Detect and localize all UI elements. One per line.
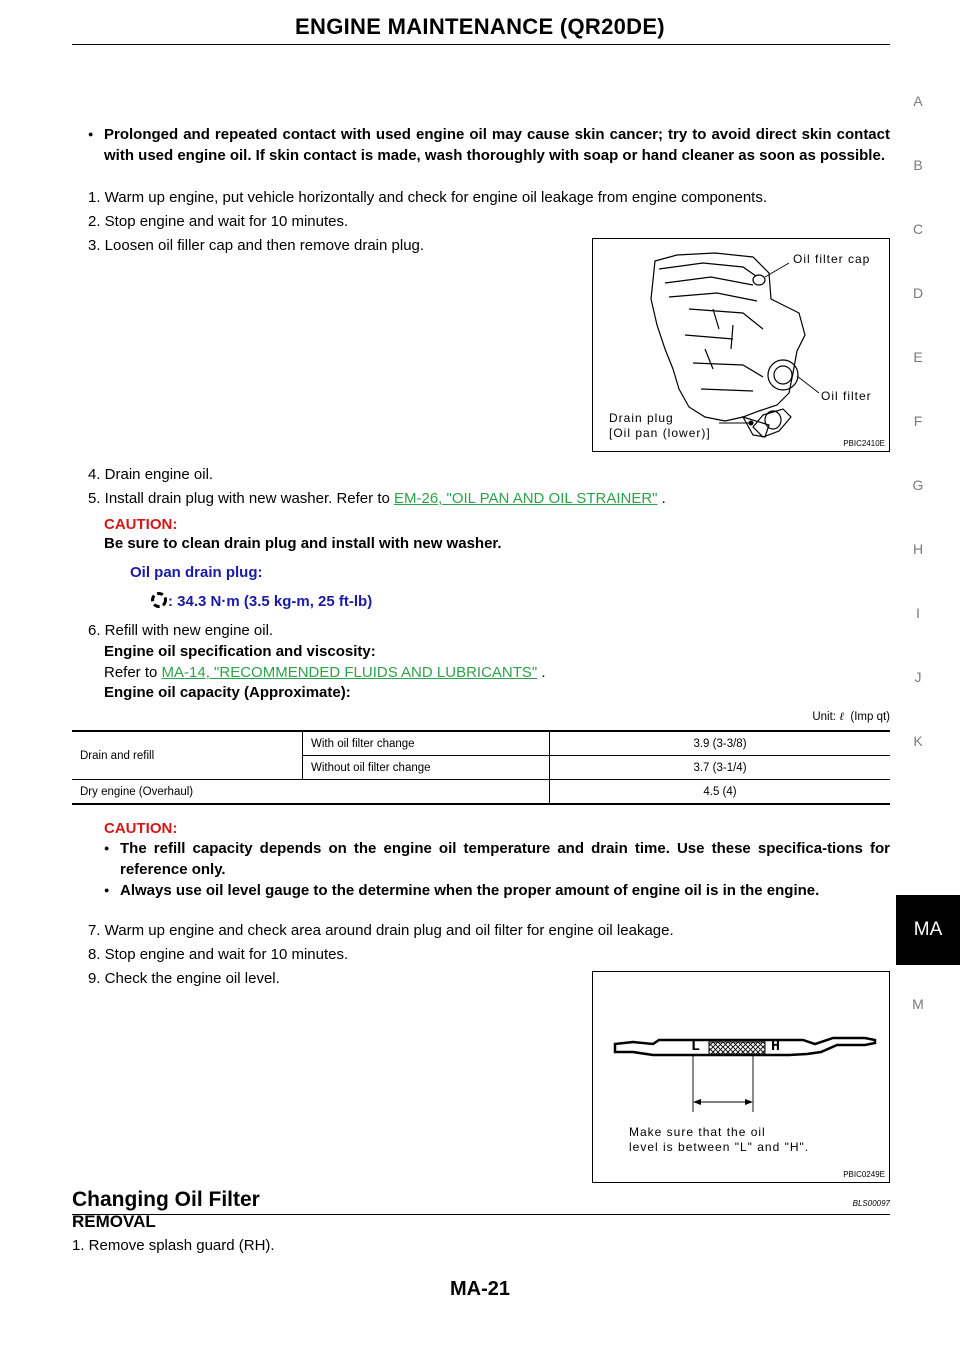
step-3: 3. Loosen oil filler cap and then remove drain plug.	[88, 237, 425, 254]
caution-heading-2: CAUTION:	[104, 820, 178, 837]
cell-without-filter: Without oil filter change	[303, 756, 550, 780]
step-1: 1. Warm up engine, put vehicle horizontally and check for engine oil leakage from engine components.	[88, 189, 768, 206]
side-index-m[interactable]: M	[912, 996, 924, 1012]
cell-with-filter: With oil filter change	[303, 732, 550, 756]
subsection-title: REMOVAL	[72, 1212, 156, 1231]
step-2: 2. Stop engine and wait for 10 minutes.	[88, 213, 349, 230]
caution-bullet-refill: ● The refill capacity depends on the engine oil temperature and drain time. Use these specifica-tions for reference only.	[120, 838, 890, 880]
step-5	[88, 488, 868, 509]
side-index-c[interactable]: C	[912, 221, 924, 237]
cell-dry-engine: Dry engine (Overhaul)	[72, 780, 550, 805]
section-title: Changing Oil Filter	[72, 1188, 260, 1211]
table-row	[72, 780, 890, 805]
step-7: 7. Warm up engine and check area around drain plug and oil filter for engine oil leakage.	[88, 922, 674, 939]
side-index-h[interactable]: H	[912, 541, 924, 557]
liter-symbol: ℓ	[839, 709, 844, 723]
cell-drain-refill: Drain and refill	[72, 732, 303, 780]
side-index-b[interactable]: B	[913, 157, 923, 173]
link-ma-14-fluids[interactable]: MA-14, "RECOMMENDED FLUIDS AND LUBRICANTS"	[161, 664, 538, 681]
skin-contact-warning: ● Prolonged and repeated contact with used engine oil may cause skin cancer; try to avoid direct skin contact with used engine oil. If skin contact is made, wash thoroughly with soap or hand cleaner as soon as possible.	[104, 124, 890, 166]
label-oil-filter-cap: Oil filter cap	[793, 252, 871, 266]
step-6-line3	[88, 662, 546, 683]
step-6	[88, 620, 546, 683]
side-index-j[interactable]: J	[914, 669, 922, 685]
torque-value: : 34.3 N·m (3.5 kg-m, 25 ft-lb)	[168, 593, 373, 610]
figure-id: PBIC2410E	[843, 439, 885, 448]
torque-label: Oil pan drain plug:	[130, 564, 263, 581]
capacity-unit	[812, 709, 890, 723]
section-code: BLS00097	[852, 1199, 890, 1208]
step-8: 8. Stop engine and wait for 10 minutes.	[88, 946, 349, 963]
cell-without-filter-value: 3.7 (3-1/4)	[550, 756, 891, 780]
side-index-f[interactable]: F	[913, 413, 923, 429]
torque-spec	[150, 591, 372, 615]
side-index-g[interactable]: G	[912, 477, 924, 493]
step-6-text: Refer to	[104, 664, 162, 681]
dipstick-mark-h: H	[771, 1038, 781, 1055]
wrench-icon	[150, 591, 168, 615]
step-6-suffix: .	[537, 664, 546, 681]
unit-imp-qt: (Imp qt)	[850, 711, 890, 723]
page-number: MA-21	[449, 1278, 510, 1300]
step-5-text: 5. Install drain plug with new washer. Refer to	[88, 490, 394, 507]
page-header-title: ENGINE MAINTENANCE (QR20DE)	[295, 14, 665, 39]
cell-with-filter-value: 3.9 (3-3/8)	[550, 732, 891, 756]
oil-capacity-table	[72, 732, 890, 805]
engine-figure	[592, 238, 890, 452]
label-oil-filter: Oil filter	[821, 389, 872, 403]
side-index-k[interactable]: K	[913, 733, 923, 749]
section-rule	[72, 1214, 890, 1215]
caution-bullet-gauge: ● Always use oil level gauge to the determine when the proper amount of engine oil is in the engine.	[120, 880, 890, 901]
step-9: 9. Check the engine oil level.	[88, 970, 280, 987]
caution-heading-1: CAUTION:	[104, 516, 178, 533]
step-5-suffix: .	[657, 490, 666, 507]
cell-dry-engine-value: 4.5 (4)	[550, 780, 891, 805]
side-index-d[interactable]: D	[912, 285, 924, 301]
side-index-e[interactable]: E	[913, 349, 923, 365]
side-index-i[interactable]: I	[916, 605, 920, 621]
header-rule	[72, 44, 890, 45]
table-row	[72, 732, 890, 756]
label-drain-plug: Drain plug	[609, 411, 674, 425]
unit-label: Unit:	[812, 711, 840, 723]
step-4: 4. Drain engine oil.	[88, 466, 214, 483]
dipstick-caption-2: level is between "L" and "H".	[629, 1140, 810, 1154]
caution-text-1: Be sure to clean drain plug and install with new washer.	[104, 535, 502, 552]
link-em-26-oil-pan[interactable]: EM-26, "OIL PAN AND OIL STRAINER"	[394, 490, 658, 507]
dipstick-figure	[592, 971, 890, 1183]
step-6-spec-heading: Engine oil specification and viscosity:	[104, 643, 376, 660]
step-6-line1: 6. Refill with new engine oil.	[88, 622, 274, 639]
dipstick-mark-l: L	[691, 1038, 701, 1055]
side-tab-ma[interactable]: MA	[896, 895, 960, 965]
label-oil-pan-lower: [Oil pan (lower)]	[609, 426, 711, 440]
capacity-heading: Engine oil capacity (Approximate):	[104, 684, 351, 701]
removal-step-1: 1. Remove splash guard (RH).	[72, 1237, 275, 1254]
figure-id: PBIC0249E	[843, 1170, 885, 1179]
dipstick-caption-1: Make sure that the oil	[629, 1125, 766, 1139]
side-index-a[interactable]: A	[913, 93, 923, 109]
